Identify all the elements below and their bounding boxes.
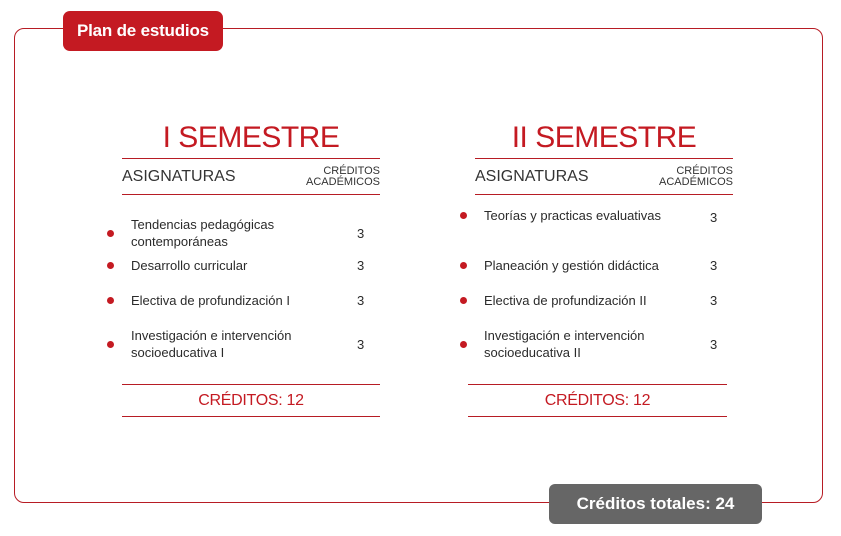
subject-name: Investigación e intervención socioeducativa I [131,328,292,360]
semester-1-title: I SEMESTRE [162,121,340,154]
subjects-header: ASIGNATURAS [122,167,236,185]
semester-2-title: II SEMESTRE [511,121,697,154]
list-item [107,327,380,361]
subject-name: Electiva de profundización I [131,293,290,308]
subject-name: Teorías y practicas evaluativas [484,208,662,223]
list-item [107,292,380,309]
bullet-icon [460,341,467,348]
list-item [460,292,733,309]
subject-credits: 3 [357,258,365,273]
list-item [460,207,733,224]
total-credits-badge: Créditos totales: 24 [549,484,762,524]
bullet-icon [460,262,467,269]
subject-name: Electiva de profundización II [484,293,647,308]
subject-name: Tendencias pedagógicas contemporáneas [131,217,275,249]
subject-name: Planeación y gestión didáctica [484,258,659,273]
semester-1-header-row [122,158,380,195]
bullet-icon [107,341,114,348]
list-item [107,216,380,250]
credits-header: CRÉDITOS ACADÉMICOS [306,164,380,188]
list-item [460,257,733,274]
subjects-header: ASIGNATURAS [475,167,589,185]
bullet-icon [460,212,467,219]
subject-credits: 3 [710,210,718,225]
subject-credits: 3 [710,293,718,308]
subject-credits: 3 [710,258,718,273]
subject-name: Desarrollo curricular [131,258,248,273]
bullet-icon [107,297,114,304]
list-item [107,257,380,274]
credits-header: CRÉDITOS ACADÉMICOS [659,164,733,188]
bullet-icon [460,297,467,304]
semester-2-total: CRÉDITOS: 12 [468,384,727,417]
subject-name: Investigación e intervención socioeducativa II [484,328,645,360]
plan-tab-label: Plan de estudios [63,11,223,51]
semester-2-block [475,120,733,360]
bullet-icon [107,230,114,237]
list-item [460,327,733,361]
semester-1-total: CRÉDITOS: 12 [122,384,380,417]
subject-credits: 3 [710,336,718,352]
subject-credits: 3 [357,336,365,352]
subject-credits: 3 [357,293,365,308]
semester-2-header-row [475,158,733,195]
bullet-icon [107,262,114,269]
subject-credits: 3 [357,225,365,241]
semester-1-block [122,120,380,360]
